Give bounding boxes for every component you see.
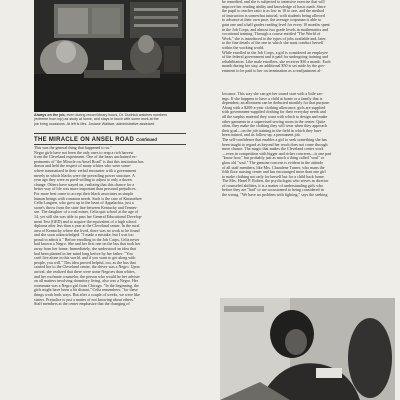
right-top-column-line: to advance at their own pace, the average corpsman is able to	[222, 18, 322, 23]
right-middle-column-line: "know how," but probably just as much a thing called "soul" or	[222, 156, 325, 161]
right-top-column-line: be remedied, and she is subjected to intensive exercise that will	[222, 0, 325, 4]
right-top-column-line: gain one and a half grades reading level for every 10 months spent	[222, 22, 330, 27]
right-middle-column-line: of counseled abilities, it is a matter of understanding girls who	[222, 183, 324, 188]
left-column-line: merely in which blacks were the prevailing power structure. A	[34, 173, 135, 178]
left-column-line: where traumatized in their verbal encounter with a government	[34, 168, 137, 173]
left-column-line: sisters. Prejudice is just a matter of not knowing about others."	[34, 297, 136, 302]
photo-counseling-illustration	[220, 298, 395, 400]
left-column-line: things work both ways. But after a couple of weeks, we were like	[34, 293, 140, 297]
right-middle-column-line: other garments in a supervised sewing room in the center. Quite	[222, 119, 326, 124]
right-top-column-line: rehabilitation. Like male enrollees, she receives $30 a month. Each	[222, 59, 331, 64]
section-rule-top	[34, 133, 186, 134]
caption-bold: Always on the job,	[34, 113, 66, 117]
left-column-line: and she soon acknowledged. "I made a mistake, but I was too	[34, 233, 134, 238]
right-middle-column-line: been taught to regard as beyond her reach does not come through	[222, 142, 328, 147]
left-column-line: had known a Negro. She and her first one on the bus that took her	[34, 242, 141, 247]
right-middle-column-line: lowance. This way she can get her sound start with a little sav-	[222, 92, 324, 96]
article-column-right-middle	[222, 92, 392, 198]
left-column-line: For more best come to accept their black associates as simple	[34, 191, 134, 196]
left-column-line: can't live alone in this world, and if you want to get along with	[34, 256, 136, 261]
section-title-text: THE MIRACLE ON ANSEL ROAD	[34, 137, 135, 143]
left-column-line: human beings with common needs. Such is the case of Kimmelsee	[34, 196, 142, 201]
right-middle-column-line: to make clothing not only for herself but for a child back home.	[222, 174, 325, 179]
left-column-line: proud to admit it." Before enrolling in the Job Corps, Celia never	[34, 237, 140, 242]
right-middle-column-line: been trained, and its follow-up, a permanent job.	[222, 133, 301, 138]
left-column-line: on all matters involving dormitory living, also was a Negro. Her	[34, 279, 139, 284]
right-top-column-line: While enrolled in the Job Corps, a girl is considered an employee	[222, 50, 328, 55]
right-top-column-line: of instruction is somewhat tutorial, with students being allowed	[222, 13, 325, 18]
right-middle-column-line: mere chance. The magic that makes the Cleveland center work	[222, 147, 324, 152]
article-column-left	[34, 146, 186, 307]
right-middle-column-line: the wrong. "We have no problem with fighting," says the seeking	[222, 193, 328, 198]
right-middle-column-line: before they are "had" or are accustomed to being considered in	[222, 188, 324, 193]
left-column-line: away from her home. Immediately, she understood an idea that	[34, 247, 136, 252]
left-column-line: year ago they were as pavil-willing to adjust to only a dozen	[34, 178, 132, 183]
article-column-right-top	[222, 0, 392, 74]
left-column-line: and her roofmate counselor, the person who would be her adviser	[34, 274, 140, 279]
right-middle-column-line: all the surplus material they want with which to design and make	[222, 114, 328, 119]
left-column-line: diploma after less than a year at the Cleveland center. In the rural	[34, 224, 140, 229]
right-top-column-line: of the federal government and is paid for undergoing training and	[222, 55, 329, 60]
photo-caption	[34, 113, 186, 126]
left-column-line: change. Others have stayed on, realizing that this chance for a	[34, 182, 135, 187]
photo-counseling-scene	[220, 298, 395, 400]
left-column-line: area of Kentucky where she lived, there was no work to be found	[34, 228, 140, 233]
left-column-line: people, you will." This idea proved helpful, too, as the bus that	[34, 260, 136, 265]
right-top-column-line: month during her stay, an additional $50 is set aside by the gov-	[222, 64, 326, 69]
left-column-line: ment Test (GED) and to acquire the equivalent of a high school	[34, 219, 137, 224]
section-rule-bottom	[34, 144, 186, 145]
left-column-line: Staff members at the center emphasize that the changing of	[34, 302, 130, 307]
right-middle-column-line: Along with a $200-a-year clothing allowance, girls are supplied	[222, 105, 326, 110]
right-middle-column-line: ings. If she happens to have a child at home or a family that is	[222, 96, 323, 101]
left-column-line: see. The daughter of a coal miner, Celia quit school at the age of	[34, 210, 139, 215]
left-column-line: Cella Langren, who grew up in the heart of Appalachia, just a	[34, 201, 134, 206]
right-middle-column-line: —even in competition with bigger and richer concerns—is one part	[222, 151, 332, 156]
right-middle-column-line: often, they make the clothing they will wear when they approach	[222, 124, 328, 129]
right-top-column-line: ernment to be paid to her on termination as a readjustment al-	[222, 68, 322, 73]
right-middle-column-line: glass old "soul." The genuine concern is evident in the attitude	[222, 160, 324, 165]
section-continued: Continued	[136, 137, 157, 142]
section-title	[34, 137, 157, 143]
left-column-line: carried her to the Cleveland center, the driver was a Negro. Upon	[34, 265, 140, 270]
right-middle-column-line: their goal—on the job training in the field in which they have	[222, 128, 322, 133]
right-middle-column-line: of all staff members, like Mrs. Charalene Turner, who mans the	[222, 165, 325, 170]
right-middle-column-line: fifth floor nursing center and has encouraged more than one girl	[222, 170, 326, 175]
right-middle-column-line: with government-supplied clothing for their everyday needs and	[222, 110, 326, 115]
caption-line-1: even during record library hours, Dr. Dudnick watches numbers	[66, 113, 168, 117]
caption-line-3: job bring occasions. At left is Mrs. Josiane Wallace, administrative assistant.	[34, 121, 155, 126]
right-top-column-line: Work," she is introduced to the types of jobs available and, later,	[222, 36, 327, 41]
left-column-line: Negro girls have not been the only ones to reap a rich harvest	[34, 150, 134, 155]
left-column-line: roommate was a Negro girl from Chicago. "In the beginning, the	[34, 283, 139, 288]
left-column-line: girls might have been a bit distant," Celia remembers, "for these	[34, 288, 138, 293]
left-column-line: periments of "the Miracle on Ansel Road" is that this institution has	[34, 159, 144, 164]
right-top-column-line: within the working world.	[222, 45, 265, 50]
left-column-line: This was the general thing that happened to us."	[34, 146, 112, 150]
right-middle-column-line: dependent, an allotment can be deducted monthly for that purpose.	[222, 101, 330, 106]
right-middle-column-line: The Mrs. Hazel P. Robert, the psychologist who serves as director	[222, 179, 329, 184]
left-column-line: stone's throw from the state line between Kentucky and Tennes-	[34, 205, 138, 210]
right-top-column-line: improve her reading ability and knowledge of basic math. Since	[222, 4, 326, 9]
right-top-column-line: to the fine details of the one in which she must conduct herself	[222, 41, 324, 46]
right-top-column-line: in the Job Corps, and almost two grade levels in mathematics and	[222, 27, 329, 32]
right-middle-column-line: The self-confidence that enables a girl to seek something she has	[222, 137, 327, 142]
photo-office-illustration	[34, 0, 186, 112]
left-column-line: had been planted in her mind long before by her father: "You	[34, 251, 133, 256]
left-column-line: 14, yet still she was able to pass her General Educational Develop-	[34, 214, 143, 219]
left-column-line: better way of life was more important than personal prejudices.	[34, 187, 137, 192]
left-column-line: arrival, she realized that there were some Negroes than whites,	[34, 270, 136, 275]
photo-office-scene	[34, 0, 186, 112]
right-top-column-line: the pupil to teacher ratio is as low as 10 to one, and the method	[222, 9, 325, 14]
left-column-line: from the Cleveland experiment. One of the bears unchained ex-	[34, 155, 137, 160]
right-top-column-line: vocational training. Through a course entitled "The World of	[222, 32, 321, 37]
caption-line-2: (extreme from top) as study at home, and stays in touch with some work at the	[34, 117, 159, 122]
left-column-line: drawn and held the respect of many whites who were some-	[34, 164, 132, 169]
